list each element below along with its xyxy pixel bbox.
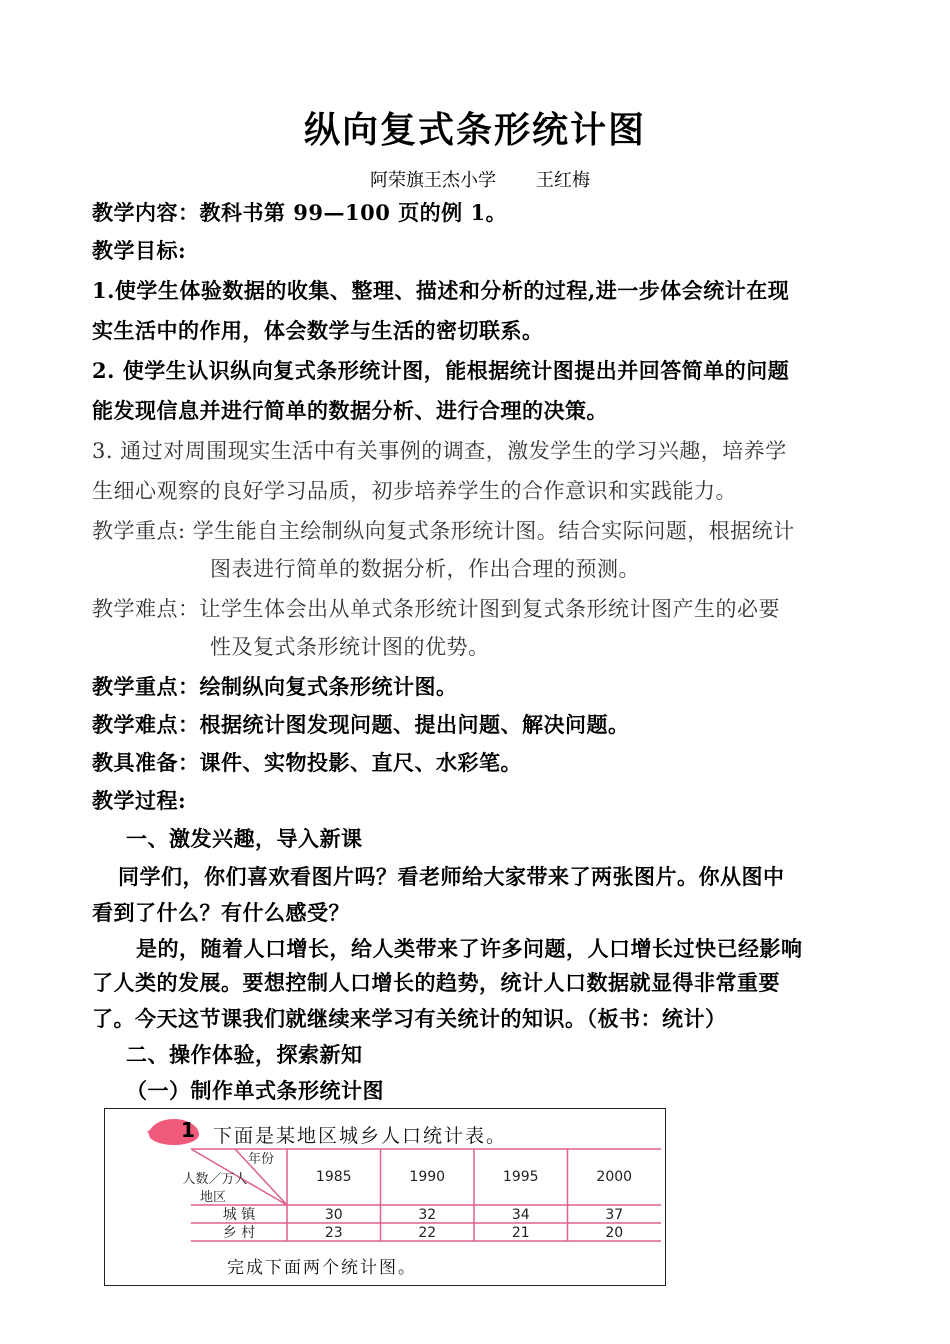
header-count-label: 人数／万人 (182, 1172, 248, 1187)
goal-3-line-2: 生细心观察的良好学习品质，初步培养学生的合作意识和实践能力。 (92, 479, 737, 503)
difficulty-2: 教学难点：根据统计图发现问题、提出问题、解决问题。 (92, 712, 630, 737)
key-point-1-line-2: 图表进行简单的数据分析，作出合理的预测。 (210, 557, 640, 581)
figure-caption: 下面是某地区城乡人口统计表。 (213, 1125, 508, 1147)
goal-1-line-1: 1.使学生体验数据的收集、整理、描述和分析的过程,进一步体会统计在现 (92, 278, 790, 303)
goal-2-line-2: 能发现信息并进行简单的数据分析、进行合理的决策。 (92, 398, 608, 423)
author-line: 阿荣旗王杰小学 王红梅 (370, 170, 591, 191)
table-cell: 34 (511, 1207, 530, 1223)
row-label: 城 镇 (222, 1207, 256, 1223)
year-header: 2000 (596, 1169, 633, 1185)
row-label: 乡 村 (222, 1225, 256, 1241)
table-cell: 37 (605, 1207, 624, 1223)
header-region-label: 地区 (199, 1190, 227, 1205)
goals-heading: 教学目标: (92, 238, 187, 263)
paragraph-2-line-1: 是的，随着人口增长，给人类带来了许多问题，人口增长过快已经影响 (136, 936, 803, 961)
figure-footer: 完成下面两个统计图。 (227, 1258, 417, 1278)
key-point-2: 教学重点：绘制纵向复式条形统计图。 (92, 674, 458, 699)
header-year-label: 年份 (247, 1152, 275, 1167)
table-cell: 23 (324, 1225, 343, 1241)
process-heading: 教学过程: (92, 788, 187, 813)
goal-1-line-2: 实生活中的作用，体会数学与生活的密切联系。 (92, 318, 544, 343)
goal-2-line-1: 2. 使学生认识纵向复式条形统计图，能根据统计图提出并回答简单的问题 (92, 358, 790, 383)
table-cell: 32 (418, 1207, 437, 1223)
table-cell: 22 (418, 1225, 437, 1241)
section-2-heading: 二、操作体验，探索新知 (126, 1042, 363, 1067)
difficulty-1-line-1: 教学难点：让学生体会出从单式条形统计图到复式条形统计图产生的必要 (92, 597, 780, 621)
subsection-1-heading: （一）制作单式条形统计图 (126, 1078, 384, 1103)
example-figure (104, 1108, 666, 1286)
table-cell: 20 (605, 1225, 624, 1241)
year-header: 1985 (315, 1169, 352, 1185)
example-number: 1 (181, 1118, 195, 1142)
table-cell: 30 (324, 1207, 343, 1223)
year-header: 1990 (409, 1169, 446, 1185)
teaching-tools: 教具准备：课件、实物投影、直尺、水彩笔。 (92, 750, 522, 775)
paragraph-2-line-3: 了。今天这节课我们就继续来学习有关统计的知识。（板书：统计） (92, 1006, 727, 1031)
section-1-heading: 一、激发兴趣，导入新课 (126, 826, 363, 851)
year-header: 1995 (502, 1169, 539, 1185)
page-title: 纵向复式条形统计图 (303, 110, 646, 151)
table-cell: 21 (511, 1225, 530, 1241)
paragraph-1-line-2: 看到了什么？有什么感受？ (92, 900, 350, 925)
difficulty-1-line-2: 性及复式条形统计图的优势。 (210, 635, 490, 659)
key-point-1-line-1: 教学重点: 学生能自主绘制纵向复式条形统计图。结合实际问题，根据统计 (92, 519, 795, 543)
paragraph-1-line-1: 同学们，你们喜欢看图片吗？看老师给大家带来了两张图片。你从图中 (118, 864, 785, 889)
paragraph-2-line-2: 了人类的发展。要想控制人口增长的趋势，统计人口数据就显得非常重要 (92, 970, 780, 995)
goal-3-line-1: 3. 通过对周围现实生活中有关事例的调查，激发学生的学习兴趣，培养学 (92, 439, 787, 463)
teaching-content: 教学内容：教科书第 99—100 页的例 1。 (92, 200, 508, 225)
